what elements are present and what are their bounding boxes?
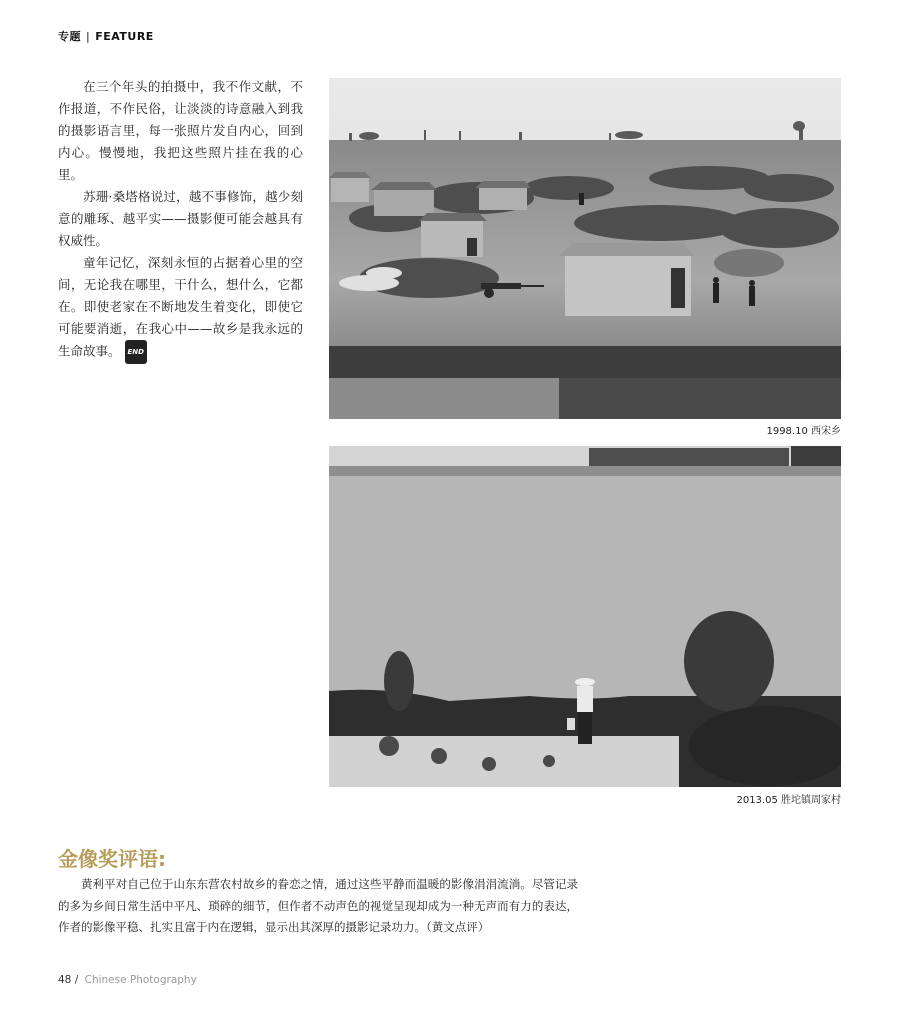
publication-name: Chinese Photography — [84, 974, 197, 986]
body-paragraph — [58, 252, 303, 364]
award-comment-title: 金像奖评语: — [58, 847, 166, 871]
body-paragraph: 苏珊·桑塔格说过，越不事修饰，越少刻意的雕琢、越平实——摄影便可能会越具有权威性。 — [58, 189, 303, 248]
page-footer — [58, 974, 197, 986]
photo-caption: 1998.10 西宋乡 — [766, 426, 841, 437]
section-header — [58, 28, 154, 44]
award-comment-text — [58, 874, 578, 939]
photo-caption: 2013.05 胜坨镇周家村 — [736, 795, 841, 806]
page-number: 48 — [58, 974, 72, 986]
photo-lakeside-woman — [329, 446, 841, 787]
body-paragraph: 在三个年头的拍摄中，我不作文献，不作报道，不作民俗，让淡淡的诗意融入到我的摄影语言里，每一张照片发自内心，回到内心。慢慢地，我把这些照片挂在我的心里。 — [58, 79, 303, 182]
section-label-en: FEATURE — [95, 30, 154, 43]
end-mark-icon: END — [125, 340, 147, 364]
section-label-cn: 专题 — [58, 30, 81, 43]
award-comment-paragraph: 黄利平对自己位于山东东营农村故乡的眷恋之情，通过这些平静而温暖的影像涓涓流淌。尽管记录的多为乡间日常生活中平凡、琐碎的细节，但作者不动声色的视觉呈现却成为一种无声而有力的表达，作者的影像平稳、扎实且富于内在逻辑，显示出其深厚的摄影记录功力。（黄文点评） — [58, 877, 578, 934]
article-body — [58, 76, 303, 364]
header-divider: | — [86, 30, 91, 43]
footer-slash: / — [74, 974, 79, 986]
body-paragraph-text: 童年记忆，深刻永恒的占据着心里的空间，无论我在哪里，干什么，想什么，它都在。即使老家在不断地发生着变化，即使它可能要消逝，在我心中——故乡是我永远的生命故事。 — [58, 255, 303, 359]
photo-village-houses — [329, 78, 841, 419]
